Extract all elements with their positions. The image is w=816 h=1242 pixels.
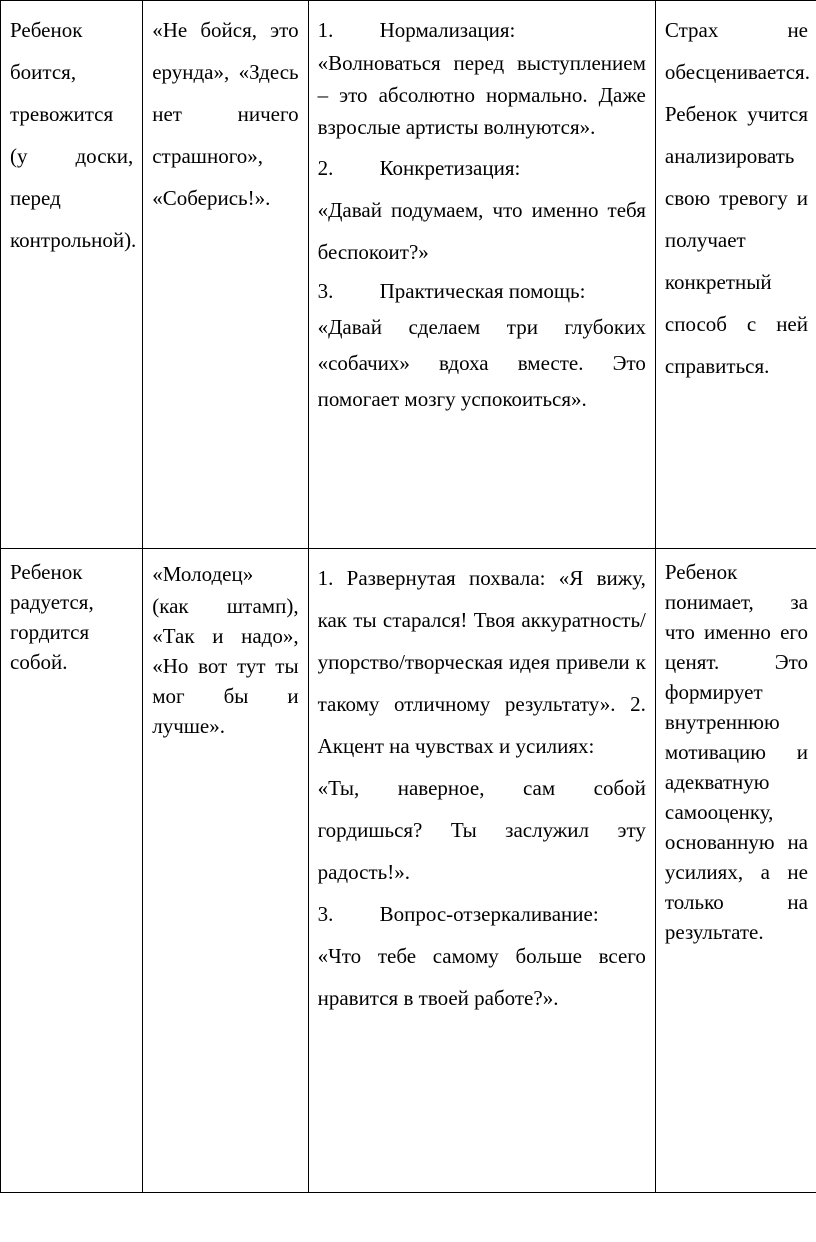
step-text: «Давай сделаем три глубоких «собачих» вдоха вместе. Это помогает мозгу успокоиться».: [317, 315, 646, 411]
step-text: «Волноваться перед выступлением – это абсолютно нормально. Даже взрослые артисты волнуются».: [317, 51, 646, 139]
step-number: 2.: [317, 156, 334, 180]
step-1: [318, 9, 646, 51]
result-text: Страх не обесценивается. Ребенок учится анализировать свою тревогу и получает конкретный способ с ней справиться.: [664, 18, 810, 378]
step-title: Конкретизация:: [379, 156, 521, 180]
step-text: «Что тебе самому больше всего нравится в твоей работе?».: [317, 944, 646, 1010]
wrong-response-text: (как штамп), «Так и надо», «Но вот тут ты мог бы и лучше».: [152, 594, 299, 738]
step-3: [318, 893, 646, 935]
situation-cell: [1, 1, 143, 549]
wrong-response-text: «Молодец»: [152, 562, 254, 586]
step-number: 3.: [317, 279, 334, 303]
step-2: [318, 147, 646, 189]
table-row: [1, 549, 816, 1193]
step-title: Практическая помощь:: [379, 279, 586, 303]
situation-cell: [1, 549, 143, 1193]
situation-text: Ребенок радуется, гордится собой.: [10, 560, 94, 674]
recommended-response-cell: [308, 1, 655, 549]
step-title: Нормализация:: [379, 18, 516, 42]
step-text: «Давай подумаем, что именно тебя беспокоит?»: [317, 198, 646, 264]
wrong-response-cell: [143, 549, 308, 1193]
step-number: 3.: [317, 902, 334, 926]
step-1-and-2: 1. Развернутая похвала: «Я вижу, как ты старался! Твоя аккуратность/упорство/творческая идея привели к такому отличному результату». 2. Акцент на чувствах и усилиях:: [317, 566, 646, 758]
table-row: [1, 1, 816, 549]
result-text: Ребенок понимает, за что именно его ценят. Это формирует внутреннюю мотивацию и адекватную самооценку, основанную на усилиях, а не только на результате.: [664, 560, 808, 944]
step-text: «Ты, наверное, сам собой гордишься? Ты заслужил эту радость!».: [317, 776, 646, 884]
wrong-response-cell: [143, 1, 308, 549]
recommended-response-cell: [308, 549, 655, 1193]
step-title: Вопрос-отзеркаливание:: [379, 902, 599, 926]
result-cell: [655, 1, 816, 549]
wrong-response-text: «Не бойся, это ерунда», «Здесь нет ничего страшного», «Соберись!».: [152, 18, 299, 210]
step-3: [318, 273, 646, 309]
result-cell: [655, 549, 816, 1193]
situation-text: Ребенок боится, тревожится (у доски, перед контрольной).: [10, 18, 137, 252]
step-number: 1.: [317, 18, 334, 42]
